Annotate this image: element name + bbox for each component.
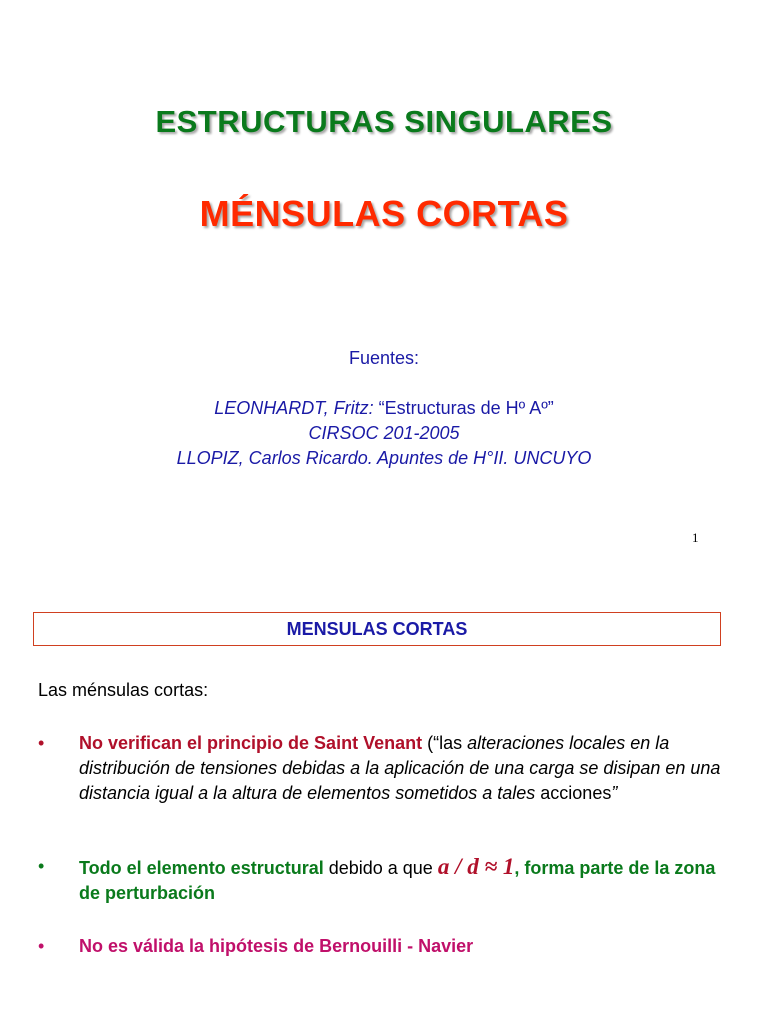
source-leonhardt-title: “Estructuras de Hº Aº” (373, 398, 554, 418)
bullet-dot: • (38, 936, 45, 956)
bullet1-quote-close: ” (611, 783, 618, 803)
bullet2-comma: , (514, 858, 520, 878)
source-llopiz: LLOPIZ, Carlos Ricardo. Apuntes de H°II. UNCUYO (176, 448, 592, 468)
source-leonhardt (0, 396, 768, 421)
bullet-text (79, 731, 729, 806)
bullet2-middle: debido a que (323, 858, 438, 878)
bullet2-bold: Todo el elemento estructural (79, 858, 324, 878)
section-heading-box: MENSULAS CORTAS (33, 612, 721, 646)
bullet1-quote-last: acciones (540, 783, 612, 803)
bullet-text (79, 934, 729, 959)
bullet1-quote-word: las (439, 733, 463, 753)
sources-heading: Fuentes: (348, 348, 420, 368)
source-leonhardt-author: LEONHARDT, Fritz: (214, 398, 374, 418)
subtitle: MÉNSULAS CORTAS (199, 193, 569, 234)
intro-text: Las ménsulas cortas: (38, 680, 209, 700)
bullet1-bold: No verifican el principio de Saint Venant (79, 733, 423, 753)
sources-block (0, 346, 768, 471)
bullet1-quote-open: (“ (422, 733, 440, 753)
page-number: 1 (692, 530, 699, 545)
source-cirsoc: CIRSOC 201-2005 (308, 423, 460, 443)
bullet2-formula: a / d ≈ 1 (437, 854, 515, 879)
bullet-dot: • (38, 733, 45, 753)
main-title: ESTRUCTURAS SINGULARES (155, 104, 613, 139)
bullet-dot: • (38, 856, 45, 876)
bullet-text (79, 854, 729, 906)
spacer (0, 371, 768, 396)
bullet3-bold: No es válida la hipótesis de Bernouilli - Navier (79, 936, 474, 956)
bullet2-tail: forma parte de la zona de perturbación (79, 858, 716, 903)
bullet1-quote-rest: alteraciones locales en la distribución de tensiones debidas a la aplicación de una carga se disipan en una distancia igual a la altura de elementos sometidos a tales (79, 733, 721, 803)
